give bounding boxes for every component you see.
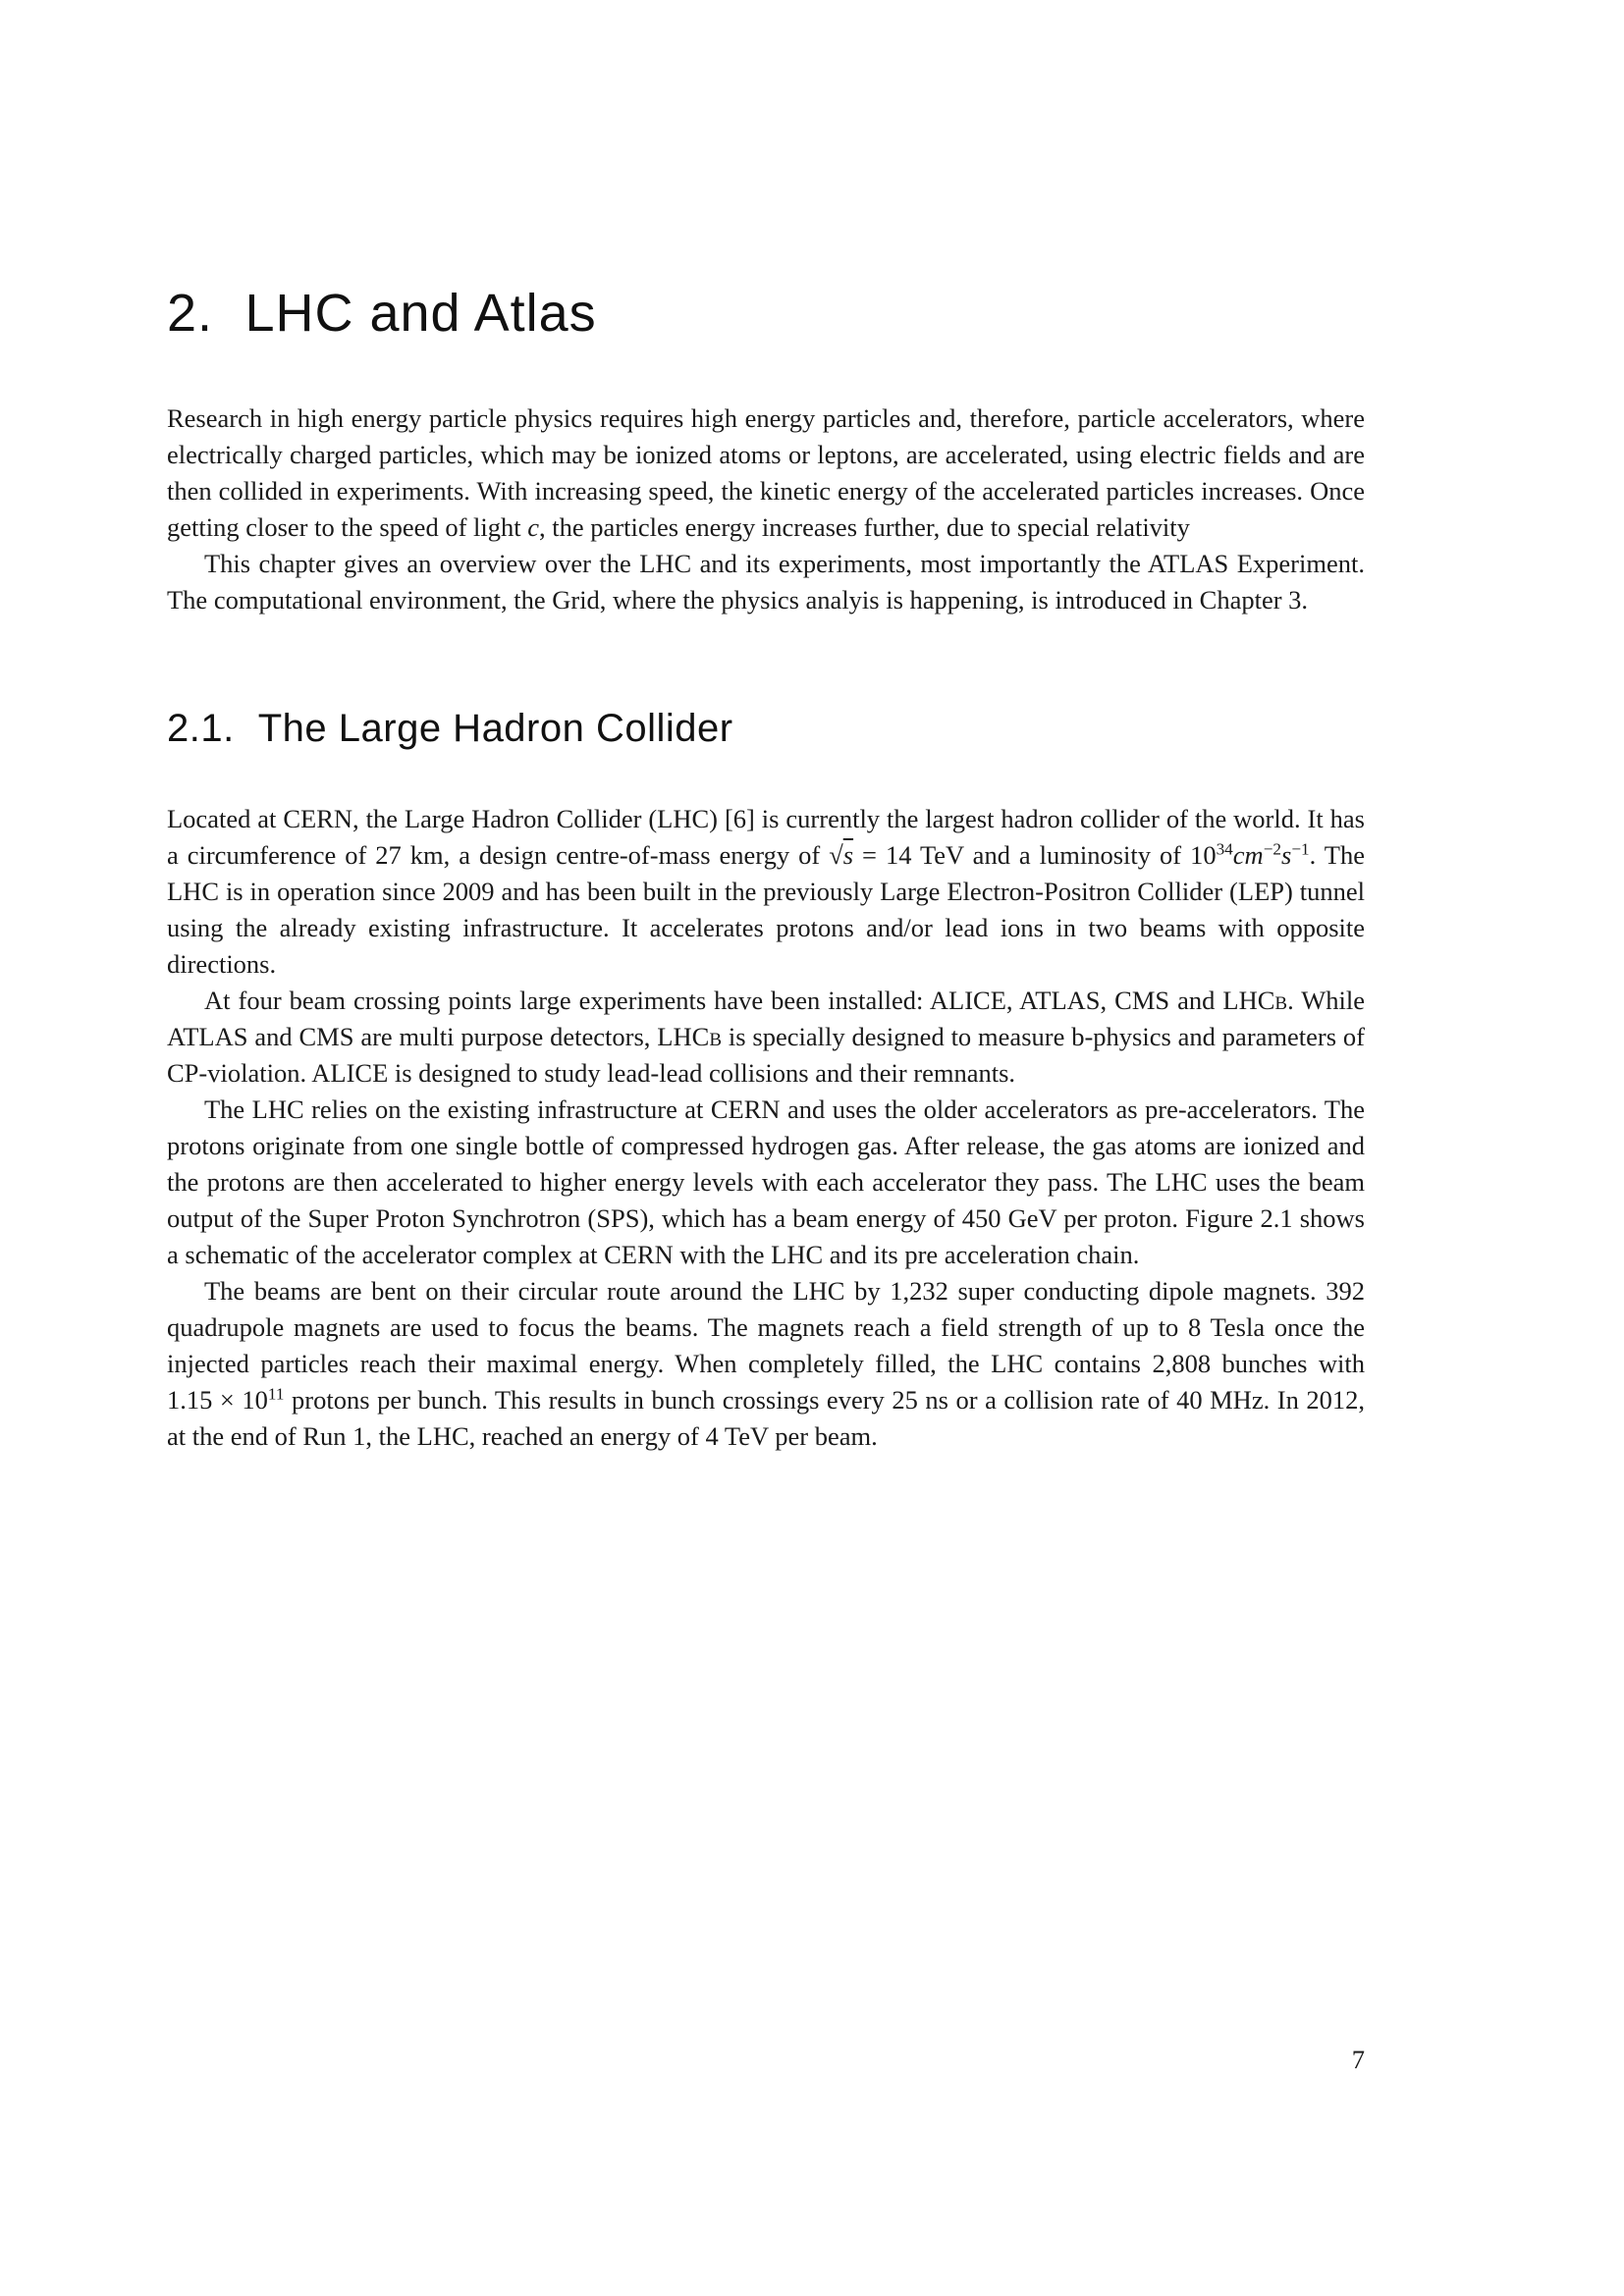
section-title: The Large Hadron Collider [257, 707, 733, 751]
math-segment: 10 [1190, 840, 1217, 871]
text-segment: This chapter gives an overview over the LHC and its experiments, most importantly the ATLAS Experiment. The computational environment, the Grid, where the physics analyis is happening, is introduced in Chapter 3. [167, 549, 1365, 615]
paragraph [167, 983, 1365, 1092]
italic-segment: cm [1232, 840, 1264, 871]
text-segment: Located at CERN, the Large Hadron Collider (LHC) [6] is currently the largest hadron collider of the world. It has a circumference of 27 km, a design centre-of-mass energy of [167, 804, 1365, 871]
text-segment: = 14 TeV and a luminosity of [853, 840, 1191, 871]
sup-segment: −2 [1263, 839, 1282, 859]
smallcaps-segment: b [1274, 986, 1288, 1016]
chapter-title: LHC and Atlas [244, 284, 597, 343]
section-paragraphs [167, 801, 1365, 1455]
intro-paragraphs [167, 400, 1365, 618]
paragraph [167, 400, 1365, 546]
paragraph [167, 801, 1365, 983]
text-block [167, 0, 1365, 1455]
chapter-heading [167, 283, 1365, 344]
chapter-number: 2. [167, 284, 214, 343]
italic-segment: s [1281, 840, 1292, 871]
paragraph [167, 1273, 1365, 1455]
italic-segment: c [527, 512, 540, 543]
text-segment: . The LHC is in operation since 2009 and has been built in the previously Large Electron-Positron Collider (LEP) tunnel using the already existing infrastructure. It accelerates protons and/or lead ions in two beams with opposite directions. [167, 840, 1365, 980]
text-segment: , the particles energy increases further, due to special relativity [539, 512, 1190, 543]
text-segment: At four beam crossing points large experiments have been installed: ALICE, ATLAS, CMS and LHC [204, 986, 1275, 1016]
text-segment: Research in high energy particle physics requires high energy particles and, therefore, particle accelerators, where electrically charged particles, which may be ionized atoms or leptons, are accelerated, using electric fields and are then collided in experiments. With increasing speed, the kinetic energy of the accelerated particles increases. Once getting closer to the speed of light [167, 403, 1365, 543]
text-segment: √ [829, 840, 843, 871]
sup-segment: −1 [1291, 839, 1310, 859]
text-segment: is specially designed to measure b-physics and parameters of CP-violation. ALICE is designed to study lead-lead collisions and their remnants. [167, 1022, 1365, 1089]
text-segment: The LHC relies on the existing infrastructure at CERN and uses the older accelerators as pre-accelerators. The protons originate from one single bottle of compressed hydrogen gas. After release, the gas atoms are ionized and the protons are then accelerated to higher energy levels with each accelerator they pass. The LHC uses the beam output of the Super Proton Synchrotron (SPS), which has a beam energy of 450 GeV per proton. Figure 2.1 shows a schematic of the accelerator complex at CERN with the LHC and its pre acceleration chain. [167, 1095, 1365, 1270]
radicand-segment: s [842, 840, 854, 871]
sup-segment: 34 [1216, 839, 1233, 859]
math-segment: 1.15 × 10 [167, 1385, 268, 1415]
text-segment: The beams are bent on their circular route around the LHC by 1,232 super conducting dipole magnets. 392 quadrupole magnets are used to focus the beams. The magnets reach a field strength of up to 8 Tesla once the injected particles reach their maximal energy. When completely filled, the LHC contains 2,808 bunches with [167, 1276, 1365, 1379]
smallcaps-segment: b [709, 1022, 722, 1052]
page-number: 7 [1351, 2045, 1365, 2074]
section-heading [167, 705, 1365, 752]
paragraph [167, 1092, 1365, 1273]
sup-segment: 11 [267, 1384, 285, 1404]
text-segment: . While ATLAS and CMS are multi purpose detectors, LHC [167, 986, 1365, 1052]
section-number: 2.1. [167, 707, 235, 751]
text-segment: protons per bunch. This results in bunch crossings every 25 ns or a collision rate of 40 MHz. In 2012, at the end of Run 1, the LHC, reached an energy of 4 TeV per beam. [167, 1385, 1365, 1452]
paragraph [167, 546, 1365, 618]
